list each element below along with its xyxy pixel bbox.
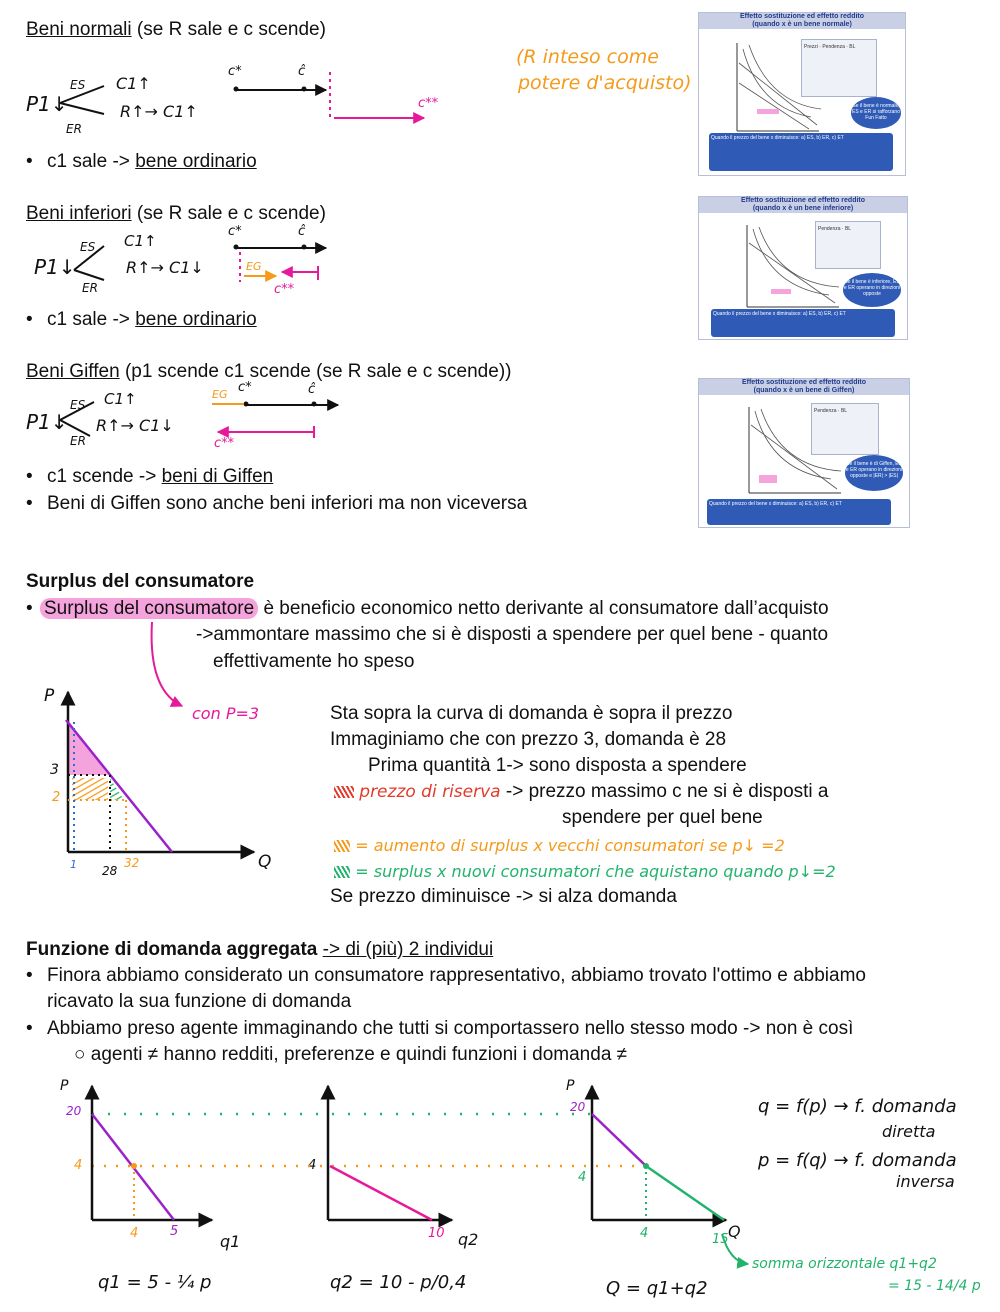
slide-bubble: Se il bene è normale, ES e ER si rafforzano Fun Fatto	[851, 97, 901, 129]
s2-es: ES	[80, 240, 96, 254]
s2-c1up: C1↑	[124, 232, 157, 250]
g1-x5: 5	[170, 1224, 179, 1239]
slide-summary-box: Quando il prezzo del bene x diminuisce: a) ES, b) ER, c) ET	[707, 499, 891, 525]
surplus-line3: effettivamente ho speso	[213, 651, 415, 672]
slide-title: Effetto sostituzione ed effetto reddito	[740, 197, 866, 204]
green-note: = surplus x nuovi consumatori che aquistano quando p↓=2	[355, 862, 836, 881]
surplus-riserva	[334, 780, 828, 804]
g1-x4: 4	[130, 1226, 139, 1241]
hand-note-line1: (R inteso come	[516, 46, 659, 68]
agg-b2: Abbiamo preso agente immaginando che tutti si comportassero nello stesso modo -> non è così	[47, 1018, 854, 1039]
surplus-text2: Immaginiamo che con prezzo 3, domanda è 28	[330, 729, 727, 750]
sg-y3: 3	[50, 762, 59, 778]
hand-p3: con P=3	[192, 704, 260, 723]
sg-green-area	[110, 778, 124, 800]
agg-sub: ○ agenti ≠ hanno redditi, preferenze e quindi funzioni i domanda ≠	[74, 1044, 628, 1065]
s1-chat: ĉ	[298, 64, 306, 79]
orange-note-row	[334, 834, 785, 858]
agg-b1a: Finora abbiamo considerato un consumatore rappresentativo, abbiamo trovato l'ottimo e abbiamo	[47, 965, 866, 986]
s2-bullet-dot: •	[26, 309, 33, 330]
s1-bullet	[47, 150, 257, 174]
somma-result: = 15 - 14/4 p	[888, 1278, 981, 1294]
s1-er: ER	[66, 122, 82, 136]
s1-p1: P1↓	[26, 92, 68, 116]
heading-beni-inferiori	[26, 202, 326, 226]
slide-thumb-inferiore	[698, 196, 908, 340]
s1-bullet-dot: •	[26, 151, 33, 172]
s3-eg: EG	[212, 388, 228, 401]
title-beni-normali: Beni normali	[26, 19, 132, 40]
sg-axis-q: Q	[258, 852, 272, 872]
formula-diretta-label: diretta	[882, 1122, 936, 1141]
g3-x4: 4	[640, 1226, 649, 1241]
slide-title: Effetto sostituzione ed effetto reddito	[741, 379, 867, 386]
g1-axis-p: P	[60, 1078, 69, 1094]
agg-sub-text: agenti ≠ hanno redditi, preferenze e quindi funzioni i domanda ≠	[90, 1044, 628, 1065]
title-beni-inferiori: Beni inferiori	[26, 203, 132, 224]
s3-cstar: c*	[238, 380, 252, 395]
aggregate-title: Funzione di domanda aggregata	[26, 939, 318, 960]
sg-x28: 28	[102, 864, 118, 878]
orange-swatch	[334, 840, 350, 852]
green-swatch	[334, 866, 350, 878]
cond-beni-giffen: (p1 scende c1 scende (se R sale e c scende))	[124, 361, 512, 382]
g2-x10: 10	[428, 1226, 445, 1241]
surplus-arrow	[152, 622, 182, 706]
heading-beni-normali	[26, 18, 326, 42]
s2-eg: EG	[246, 260, 262, 273]
g3-demand-upper	[592, 1114, 646, 1166]
slide-subtitle: (quando x è un bene inferiore)	[752, 205, 854, 212]
surplus-text1: Sta sopra la curva di domanda è sopra il prezzo	[330, 703, 733, 724]
s2-chat: ĉ	[298, 224, 306, 239]
riserva-line2: spendere per quel bene	[562, 807, 763, 828]
sg-x32: 32	[124, 856, 140, 870]
orange-note: = aumento di surplus x vecchi consumatori se p↓ =2	[355, 836, 785, 855]
riserva-swatch	[334, 786, 354, 798]
green-note-row	[334, 860, 836, 884]
slide-bubble: Se il bene è di Giffen, ES e ER operano in direzioni opposte e |ER| > |ES|	[845, 455, 903, 491]
s3-bullet1	[47, 465, 273, 489]
surplus-line1	[40, 597, 829, 621]
cond-beni-inferiori: (se R sale e c scende)	[136, 203, 326, 224]
cond-beni-normali: (se R sale e c scende)	[136, 19, 326, 40]
s1-cstar2: c**	[418, 96, 439, 111]
s2-bullet	[47, 308, 257, 332]
g1-y20: 20	[66, 1104, 82, 1118]
s2-er-stroke	[74, 270, 104, 280]
s3-chat: ĉ	[308, 382, 316, 397]
s3-bullet1-text: c1 scende ->	[47, 466, 162, 487]
slide-thumb-normale	[698, 12, 906, 176]
g3-axis-p: P	[566, 1078, 575, 1094]
somma-orizzontale: somma orizzontale q1+q2	[752, 1256, 937, 1272]
slide-subtitle: (quando x è un bene normale)	[752, 21, 852, 28]
g3-equation: Q = q1+q2	[606, 1278, 708, 1299]
formula-inversa-label: inversa	[896, 1172, 955, 1191]
s3-bullet1-dot: •	[26, 466, 33, 487]
agg-b1-dot: •	[26, 965, 33, 986]
sg-demand-curve	[66, 720, 172, 852]
g3-x15: 15	[712, 1232, 729, 1247]
s2-p1: P1↓	[34, 255, 76, 279]
s2-er: ER	[82, 281, 98, 295]
formula-inversa: p = f(q) → f. domanda	[758, 1150, 957, 1171]
slide-bubble: Se il bene è inferiore, ES e ER operano in direzioni opposte	[843, 273, 901, 307]
sg-pink-area	[68, 720, 108, 775]
s1-c1up: C1↑	[116, 74, 151, 93]
slide-summary-box: Quando il prezzo del bene x diminuisce: a) ES, b) ER, c) ET	[709, 133, 893, 171]
s1-es: ES	[70, 78, 86, 92]
slide-legend: Pendenza · BL	[811, 403, 879, 455]
s3-bullet2: Beni di Giffen sono anche beni inferiori ma non viceversa	[47, 493, 528, 514]
riserva-rest: -> prezzo massimo c ne si è disposti a	[505, 781, 829, 802]
s3-er: ER	[70, 434, 86, 448]
surplus-text-last: Se prezzo diminuisce -> si alza domanda	[330, 886, 677, 907]
surplus-bullet-dot: •	[26, 598, 33, 619]
surplus-line2: ->ammontare massimo che si è disposti a spendere per quel bene - quanto	[196, 624, 829, 645]
s3-c1up: C1↑	[104, 390, 137, 408]
hand-note-line2: potere d'acquisto)	[518, 72, 692, 94]
slide-thumb-giffen	[698, 378, 910, 528]
s2-r: R↑→ C1↓	[126, 258, 204, 277]
sg-axis-p: P	[44, 686, 55, 706]
formula-diretta: q = f(p) → f. domanda	[758, 1096, 957, 1117]
g1-equation: q1 = 5 - ¼ p	[98, 1272, 212, 1293]
s3-r: R↑→ C1↓	[96, 416, 174, 435]
aggregate-title-underlined: -> di (più) 2 individui	[322, 939, 494, 960]
heading-aggregate	[26, 938, 493, 962]
s1-r: R↑→ C1↑	[120, 102, 198, 121]
g3-demand-lower	[646, 1166, 724, 1220]
s2-bullet-underlined: bene ordinario	[135, 309, 257, 330]
s2-cstar2: c**	[274, 282, 295, 297]
g2-y4: 4	[308, 1158, 317, 1173]
g3-axis-q: Q	[728, 1222, 741, 1241]
g3-y4: 4	[578, 1170, 587, 1185]
s1-cstar: c*	[228, 64, 242, 79]
slide-subtitle: (quando x è un bene di Giffen)	[753, 387, 855, 394]
s2-bullet-text: c1 sale ->	[47, 309, 136, 330]
surplus-highlight: Surplus del consumatore	[40, 598, 258, 619]
sg-orange-area	[72, 778, 108, 800]
surplus-text3: Prima quantità 1-> sono disposta a spendere	[368, 755, 747, 776]
title-beni-giffen: Beni Giffen	[26, 361, 120, 382]
heading-beni-giffen	[26, 360, 511, 384]
riserva-hand: prezzo di riserva	[359, 782, 501, 802]
s3-p1: P1↓	[26, 410, 68, 434]
g2-equation: q2 = 10 - p/0,4	[330, 1272, 467, 1293]
s3-bullet1-underlined: beni di Giffen	[161, 466, 274, 487]
slide-title: Effetto sostituzione ed effetto reddito	[739, 13, 865, 20]
slide-legend: Prezzi · Pendenza · BL	[801, 39, 877, 97]
g3-y20: 20	[570, 1100, 586, 1114]
g1-demand	[92, 1114, 174, 1220]
g1-y4: 4	[74, 1158, 83, 1173]
slide-legend: Pendenza · BL	[815, 221, 881, 269]
g2-demand	[330, 1166, 432, 1220]
surplus-line1-rest: è beneficio economico netto derivante al consumatore dall’acquisto	[258, 598, 829, 619]
g1-axis-q: q1	[220, 1232, 241, 1251]
heading-surplus: Surplus del consumatore	[26, 571, 255, 592]
s2-cstar: c*	[228, 224, 242, 239]
s3-bullet2-dot: •	[26, 493, 33, 514]
s3-es: ES	[70, 398, 86, 412]
sg-y2: 2	[52, 790, 61, 805]
agg-b2-dot: •	[26, 1018, 33, 1039]
g2-axis-q: q2	[458, 1230, 479, 1249]
agg-b1b: ricavato la sua funzione di domanda	[47, 991, 352, 1012]
slide-summary-box: Quando il prezzo del bene x diminuisce: a) ES, b) ER, c) ET	[711, 309, 895, 337]
s1-bullet-text: c1 sale ->	[47, 151, 136, 172]
sg-x1: 1	[70, 858, 77, 871]
s3-cstar2: c**	[214, 436, 235, 451]
s1-bullet-underlined: bene ordinario	[135, 151, 257, 172]
